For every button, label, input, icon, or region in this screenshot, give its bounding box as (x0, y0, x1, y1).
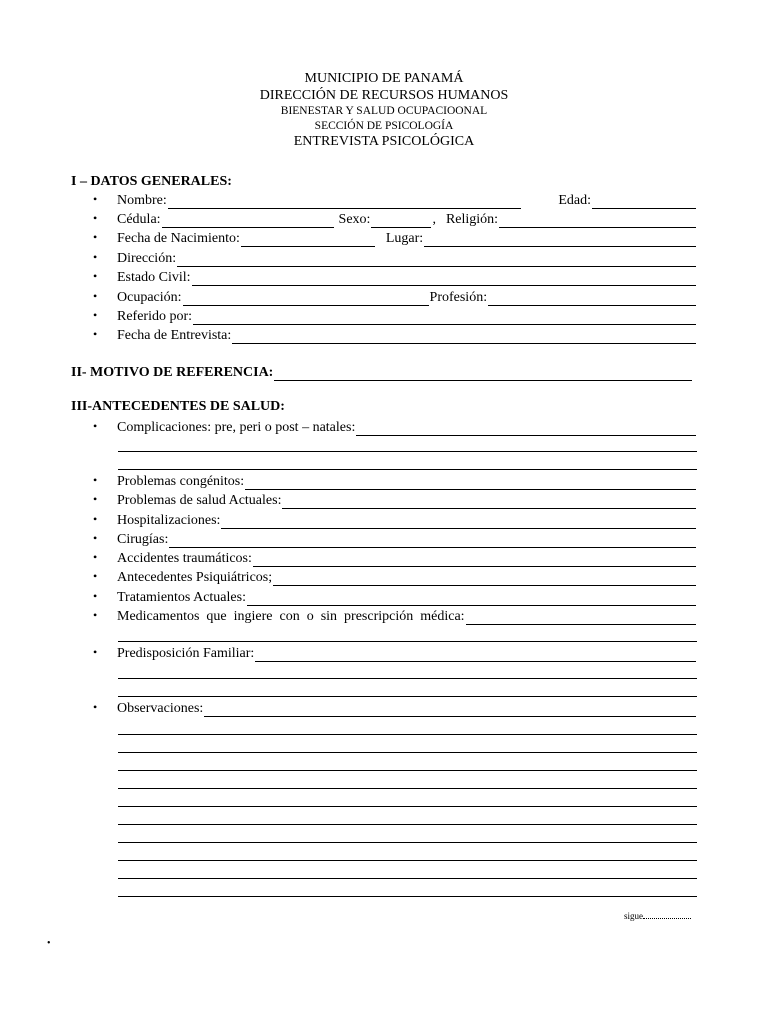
bullet: • (93, 608, 98, 622)
tratamientos-field[interactable] (247, 591, 696, 606)
observaciones-extra-line[interactable] (118, 734, 697, 735)
field-row-problemas-salud (93, 490, 697, 509)
predisposicion-extra-line[interactable] (118, 696, 697, 697)
bullet: • (93, 531, 98, 545)
header-seccion: SECCIÓN DE PSICOLOGÍA (314, 119, 454, 132)
bullet: • (93, 589, 98, 603)
observaciones-extra-line[interactable] (118, 752, 697, 753)
estado-civil-field[interactable] (192, 271, 697, 286)
complicaciones-field[interactable] (356, 421, 696, 436)
field-row-complicaciones (93, 417, 697, 436)
comma: , (432, 212, 436, 227)
bullet: • (93, 700, 98, 714)
fecha-nacimiento-label: Fecha de Nacimiento: (117, 231, 240, 246)
field-row-accidentes (93, 548, 697, 567)
field-row-estado-civil (93, 267, 697, 286)
accidentes-field[interactable] (253, 552, 696, 567)
medicamentos-label: Medicamentos que ingiere con o sin prescripción médica: (117, 609, 465, 624)
field-row-nombre-edad (93, 190, 697, 209)
complicaciones-extra-line[interactable] (118, 451, 697, 452)
tratamientos-label: Tratamientos Actuales: (117, 590, 246, 605)
bullet: • (93, 230, 98, 244)
field-row-observaciones (93, 698, 697, 717)
profesion-field[interactable] (488, 291, 696, 306)
observaciones-label: Observaciones: (117, 701, 204, 716)
hospitalizaciones-field[interactable] (221, 514, 696, 529)
observaciones-extra-line[interactable] (118, 878, 697, 879)
observaciones-extra-line[interactable] (118, 806, 697, 807)
field-row-ocupacion-profesion (93, 287, 697, 306)
observaciones-field[interactable] (204, 702, 696, 717)
field-row-fecha-entrevista (93, 325, 697, 344)
bullet: • (93, 250, 98, 264)
bullet: • (93, 327, 98, 341)
antecedentes-psiquiatricos-field[interactable] (273, 571, 696, 586)
cedula-field[interactable] (162, 213, 334, 228)
field-row-referido (93, 306, 697, 325)
field-row-predisposicion (93, 643, 697, 662)
field-row-direccion (93, 248, 697, 267)
bullet: • (93, 492, 98, 506)
cirugias-label: Cirugías: (117, 532, 169, 547)
bullet: • (93, 211, 98, 225)
predisposicion-extra-line[interactable] (118, 678, 697, 679)
complicaciones-label: Complicaciones: pre, peri o post – natales: (117, 420, 356, 435)
accidentes-label: Accidentes traumáticos: (117, 551, 252, 566)
observaciones-extra-line[interactable] (118, 842, 697, 843)
estado-civil-label: Estado Civil: (117, 270, 191, 285)
sexo-field[interactable] (371, 213, 431, 228)
section-antecedentes-title: III-ANTECEDENTES DE SALUD: (71, 399, 285, 414)
problemas-salud-field[interactable] (282, 494, 696, 509)
sexo-label: Sexo: (338, 212, 371, 227)
medicamentos-field[interactable] (466, 610, 696, 625)
medicamentos-extra-line[interactable] (118, 641, 697, 642)
field-row-tratamientos (93, 587, 697, 606)
ocupacion-label: Ocupación: (117, 290, 182, 305)
bullet: • (93, 512, 98, 526)
header-direccion: DIRECCIÓN DE RECURSOS HUMANOS (259, 88, 509, 103)
field-row-antecedentes-psiquiatricos (93, 567, 697, 586)
field-row-hospitalizaciones (93, 510, 697, 529)
direccion-label: Dirección: (117, 251, 177, 266)
cedula-label: Cédula: (117, 212, 161, 227)
direccion-field[interactable] (177, 252, 696, 267)
field-row-medicamentos (93, 606, 697, 625)
fecha-entrevista-field[interactable] (232, 329, 696, 344)
continue-note (624, 910, 691, 921)
nombre-label: Nombre: (117, 193, 167, 208)
header-municipio: MUNICIPIO DE PANAMÁ (304, 71, 464, 86)
antecedentes-psiquiatricos-label: Antecedentes Psiquiátricos; (117, 570, 273, 585)
edad-label: Edad: (558, 193, 591, 208)
predisposicion-label: Predisposición Familiar: (117, 646, 255, 661)
bullet: • (93, 308, 98, 322)
document-title: ENTREVISTA PSICOLÓGICA (293, 134, 475, 149)
sigue-label: sigue (624, 911, 643, 921)
observaciones-extra-line[interactable] (118, 896, 697, 897)
fecha-nacimiento-field[interactable] (241, 232, 375, 247)
motivo-referencia-row (71, 362, 693, 381)
religion-label: Religión: (445, 212, 499, 227)
field-row-cedula-sexo-religion (93, 209, 697, 228)
field-row-problemas-congenitos (93, 471, 697, 490)
problemas-salud-label: Problemas de salud Actuales: (117, 493, 282, 508)
predisposicion-field[interactable] (255, 647, 696, 662)
profesion-label: Profesión: (429, 290, 488, 305)
complicaciones-extra-line[interactable] (118, 469, 697, 470)
lugar-field[interactable] (424, 232, 696, 247)
problemas-congenitos-label: Problemas congénitos: (117, 474, 245, 489)
bullet: • (93, 289, 98, 303)
section-datos-generales-title: I – DATOS GENERALES: (71, 174, 232, 189)
stray-bullet: • (47, 938, 51, 949)
edad-field[interactable] (592, 194, 696, 209)
religion-field[interactable] (499, 213, 696, 228)
observaciones-extra-line[interactable] (118, 770, 697, 771)
lugar-label: Lugar: (385, 231, 424, 246)
document-header (0, 72, 768, 149)
bullet: • (93, 569, 98, 583)
ocupacion-field[interactable] (183, 291, 429, 306)
observaciones-extra-line[interactable] (118, 824, 697, 825)
observaciones-extra-line[interactable] (118, 788, 697, 789)
observaciones-extra-line[interactable] (118, 860, 697, 861)
referido-label: Referido por: (117, 309, 193, 324)
bullet: • (93, 645, 98, 659)
nombre-field[interactable] (168, 194, 522, 209)
sigue-dots (643, 910, 691, 919)
fecha-entrevista-label: Fecha de Entrevista: (117, 328, 232, 343)
bullet: • (93, 473, 98, 487)
bullet: • (93, 550, 98, 564)
header-bienestar: BIENESTAR Y SALUD OCUPACIOONAL (280, 105, 488, 117)
referido-field[interactable] (193, 310, 696, 325)
cirugias-field[interactable] (169, 533, 696, 548)
problemas-congenitos-field[interactable] (245, 475, 696, 490)
field-row-cirugias (93, 529, 697, 548)
motivo-referencia-field[interactable] (274, 366, 692, 381)
bullet: • (93, 192, 98, 206)
field-row-fecha-nacimiento-lugar (93, 228, 697, 247)
hospitalizaciones-label: Hospitalizaciones: (117, 513, 221, 528)
bullet: • (93, 269, 98, 283)
bullet: • (93, 419, 98, 433)
section-motivo-referencia-title: II- MOTIVO DE REFERENCIA: (71, 365, 274, 380)
